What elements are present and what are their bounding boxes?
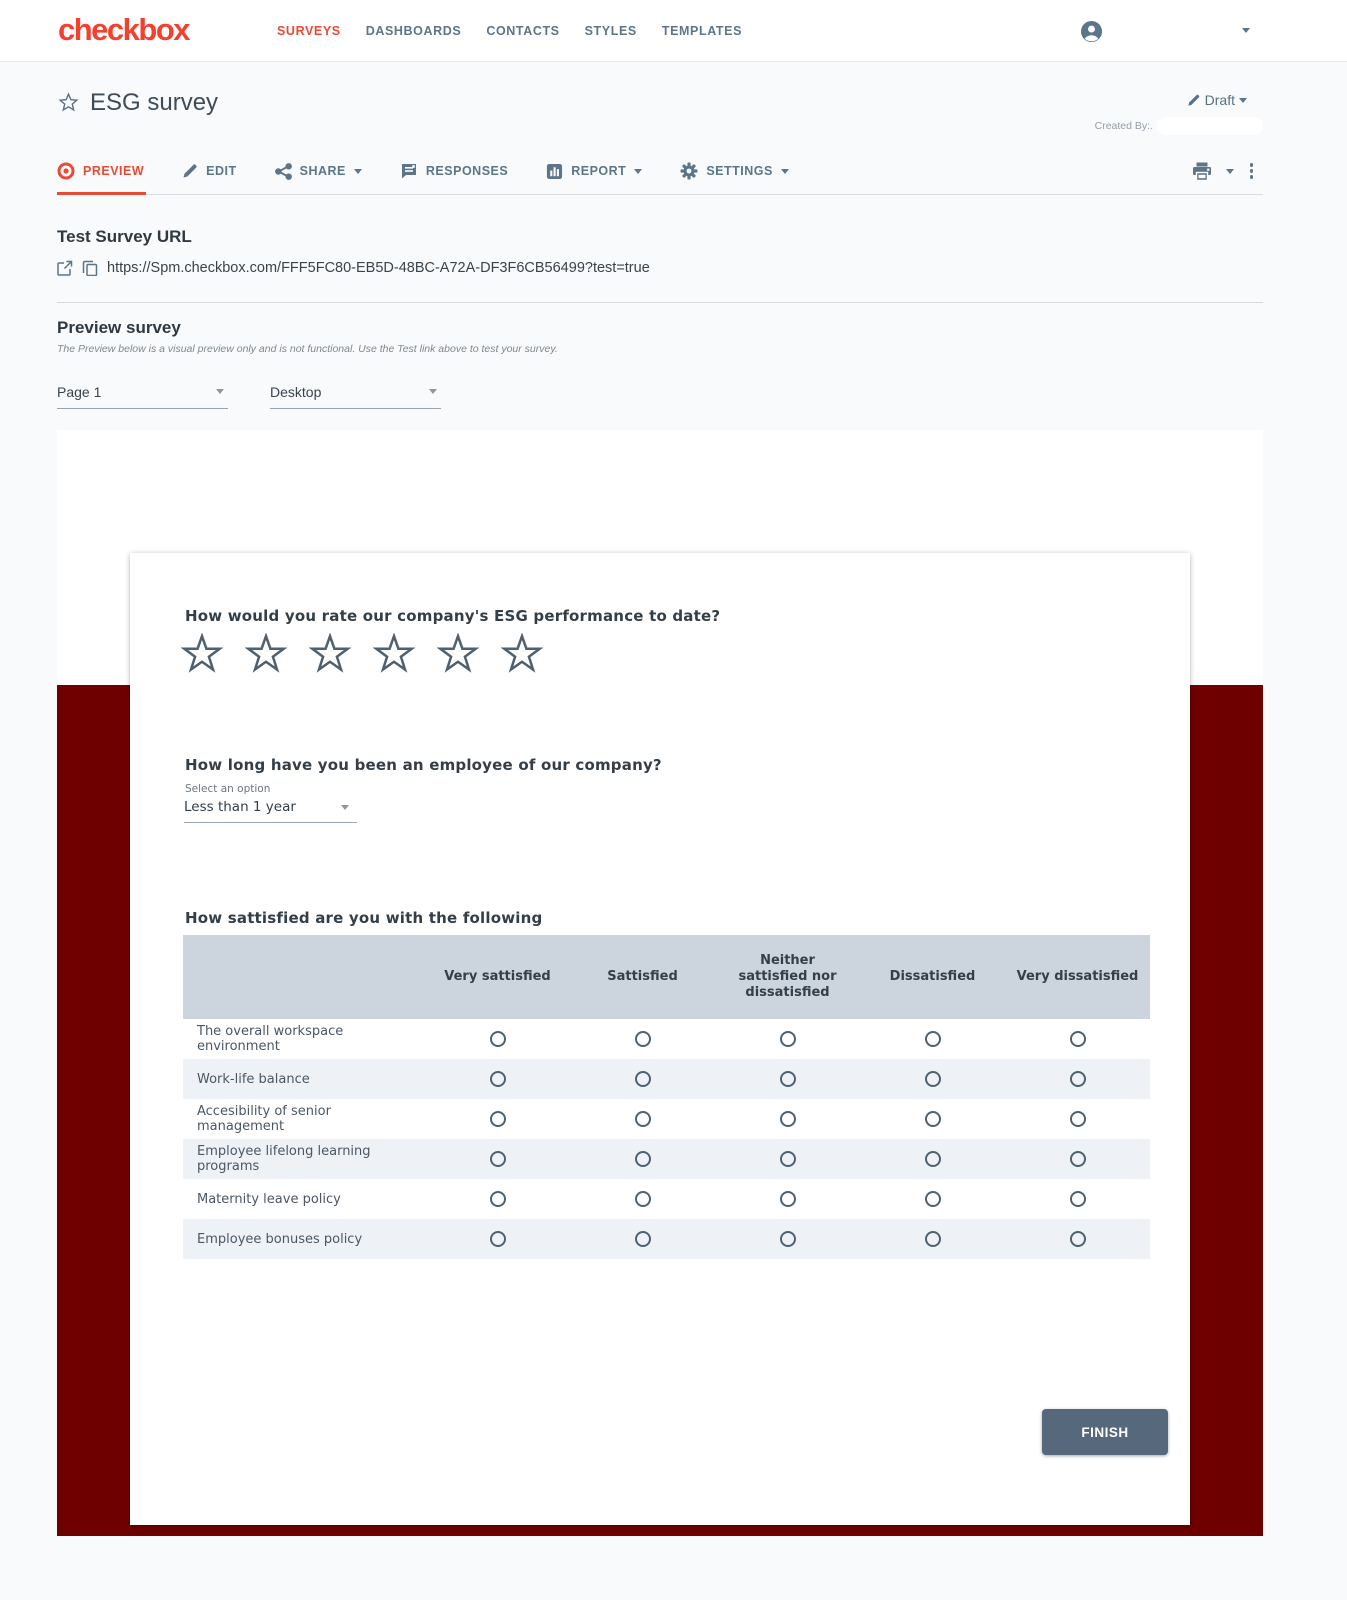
matrix-row-label: Accesibility of senior management: [197, 1104, 331, 1134]
tab-settings[interactable]: SETTINGS: [680, 148, 789, 194]
radio-button[interactable]: [490, 1071, 506, 1087]
status-dropdown[interactable]: [1187, 92, 1247, 108]
created-by-value: [1157, 117, 1263, 135]
tab-share[interactable]: SHARE: [275, 148, 362, 194]
finish-button[interactable]: FINISH: [1042, 1409, 1168, 1455]
tab-edit[interactable]: EDIT: [182, 148, 236, 194]
radio-button[interactable]: [635, 1191, 651, 1207]
page-title: ESG survey: [90, 89, 219, 116]
responses-icon: [400, 162, 418, 180]
copy-icon[interactable]: [82, 260, 98, 276]
radio-button[interactable]: [925, 1231, 941, 1247]
radio-button[interactable]: [780, 1231, 796, 1247]
preview-note: The Preview below is a visual preview only and is not functional. Use the Test link above to test your survey.: [57, 343, 558, 355]
question-tenure: How long have you been an employee of our company?: [185, 756, 662, 774]
radio-button[interactable]: [490, 1151, 506, 1167]
nav-item-contacts[interactable]: CONTACTS: [486, 24, 560, 38]
device-select-caret-down-icon: [429, 389, 437, 394]
star-rating-icon[interactable]: [437, 633, 479, 675]
star-rating-icon[interactable]: [501, 633, 543, 675]
star-rating-group: [181, 633, 543, 675]
radio-button[interactable]: [1070, 1031, 1086, 1047]
page-select-caret-down-icon: [216, 389, 224, 394]
test-url-heading: Test Survey URL: [57, 227, 192, 246]
created-by-label: Created By:.: [1094, 120, 1153, 132]
matrix-row-label: Employee lifelong learning programs: [197, 1144, 371, 1174]
title-row: [57, 62, 1263, 134]
radio-button[interactable]: [925, 1191, 941, 1207]
test-url-section: [57, 227, 1263, 276]
radio-button[interactable]: [1070, 1151, 1086, 1167]
external-link-icon[interactable]: [57, 260, 73, 276]
nav-item-templates[interactable]: TEMPLATES: [661, 24, 743, 38]
radio-button[interactable]: [1070, 1231, 1086, 1247]
matrix-row: [183, 1059, 1150, 1099]
tab-responses[interactable]: RESPONSES: [400, 148, 508, 194]
kebab-menu-icon[interactable]: [1248, 161, 1256, 181]
star-rating-icon[interactable]: [181, 633, 223, 675]
radio-button[interactable]: [925, 1111, 941, 1127]
divider: [57, 302, 1263, 303]
radio-button[interactable]: [780, 1111, 796, 1127]
matrix-row-label: The overall workspace environment: [197, 1024, 344, 1054]
matrix-row: [183, 1219, 1150, 1259]
radio-button[interactable]: [490, 1111, 506, 1127]
checkbox-logo[interactable]: checkbox: [58, 12, 190, 47]
test-survey-url[interactable]: https://Spm.checkbox.com/FFF5FC80-EB5D-48BC-A72A-DF3F6CB56499?test=true: [107, 260, 650, 276]
radio-button[interactable]: [635, 1151, 651, 1167]
survey-tab-bar: [57, 148, 1263, 195]
top-nav: [277, 0, 742, 62]
radio-button[interactable]: [490, 1031, 506, 1047]
radio-button[interactable]: [1070, 1111, 1086, 1127]
satisfaction-matrix: [183, 935, 1150, 1259]
matrix-row: [183, 1139, 1150, 1179]
radio-button[interactable]: [490, 1191, 506, 1207]
page-select[interactable]: Page 1: [57, 384, 228, 409]
matrix-row-label: Employee bonuses policy: [197, 1231, 363, 1247]
tenure-select-caret-down-icon: [341, 805, 349, 810]
matrix-row: [183, 1019, 1150, 1059]
favorite-star-icon[interactable]: [58, 92, 79, 113]
matrix-row: [183, 1099, 1150, 1139]
status-badge: Draft: [1204, 92, 1235, 108]
select-hint: Select an option: [185, 783, 271, 795]
eye-icon: [57, 162, 75, 180]
matrix-header-row: [183, 935, 1150, 1019]
matrix-corner-cell: [183, 935, 425, 1019]
matrix-row: [183, 1179, 1150, 1219]
matrix-row-label: Maternity leave policy: [197, 1191, 341, 1207]
radio-button[interactable]: [1070, 1071, 1086, 1087]
user-avatar-icon[interactable]: [1080, 20, 1103, 43]
print-caret-down-icon[interactable]: [1226, 169, 1234, 174]
radio-button[interactable]: [780, 1031, 796, 1047]
tab-report[interactable]: REPORT: [546, 148, 642, 194]
radio-button[interactable]: [635, 1071, 651, 1087]
radio-button[interactable]: [490, 1231, 506, 1247]
tenure-select[interactable]: Less than 1 year: [184, 799, 357, 823]
matrix-column-header: Neither sattisfied nor dissatisfied: [715, 935, 860, 1019]
status-caret-down-icon: [1239, 98, 1247, 103]
star-rating-icon[interactable]: [245, 633, 287, 675]
pencil-icon: [1187, 93, 1201, 107]
survey-preview-frame: [57, 430, 1263, 1536]
star-rating-icon[interactable]: [309, 633, 351, 675]
matrix-column-header: Very dissatisfied: [1005, 935, 1150, 1019]
question-rating: How would you rate our company's ESG performance to date?: [185, 607, 721, 625]
preview-heading: Preview survey: [57, 318, 181, 337]
nav-item-styles[interactable]: STYLES: [584, 24, 637, 38]
radio-button[interactable]: [780, 1071, 796, 1087]
matrix-column-header: Dissatisfied: [860, 935, 1005, 1019]
radio-button[interactable]: [1070, 1191, 1086, 1207]
matrix-row-label: Work-life balance: [197, 1071, 310, 1087]
nav-item-surveys[interactable]: SURVEYS: [277, 24, 341, 38]
radio-button[interactable]: [925, 1071, 941, 1087]
survey-card: [130, 553, 1190, 1525]
pencil-icon: [182, 163, 198, 179]
radio-button[interactable]: [925, 1151, 941, 1167]
account-caret-down-icon[interactable]: [1242, 28, 1250, 33]
settings-caret-down-icon: [781, 169, 789, 174]
nav-item-dashboards[interactable]: DASHBOARDS: [365, 24, 462, 38]
star-rating-icon[interactable]: [373, 633, 415, 675]
gear-icon: [680, 162, 698, 180]
radio-button[interactable]: [635, 1031, 651, 1047]
device-select[interactable]: Desktop: [270, 384, 441, 409]
matrix-column-header: Very sattisfied: [425, 935, 570, 1019]
radio-button[interactable]: [635, 1111, 651, 1127]
radio-button[interactable]: [635, 1231, 651, 1247]
printer-icon[interactable]: [1192, 162, 1212, 181]
radio-button[interactable]: [780, 1151, 796, 1167]
report-chart-icon: [546, 163, 563, 180]
created-by: [1095, 117, 1263, 135]
share-icon: [275, 163, 292, 180]
radio-button[interactable]: [925, 1031, 941, 1047]
question-matrix: How sattisfied are you with the following: [185, 909, 543, 927]
tab-preview[interactable]: PREVIEW: [57, 148, 144, 194]
radio-button[interactable]: [780, 1191, 796, 1207]
report-caret-down-icon: [634, 169, 642, 174]
app-header: [0, 0, 1347, 62]
share-caret-down-icon: [354, 169, 362, 174]
matrix-column-header: Sattisfied: [570, 935, 715, 1019]
